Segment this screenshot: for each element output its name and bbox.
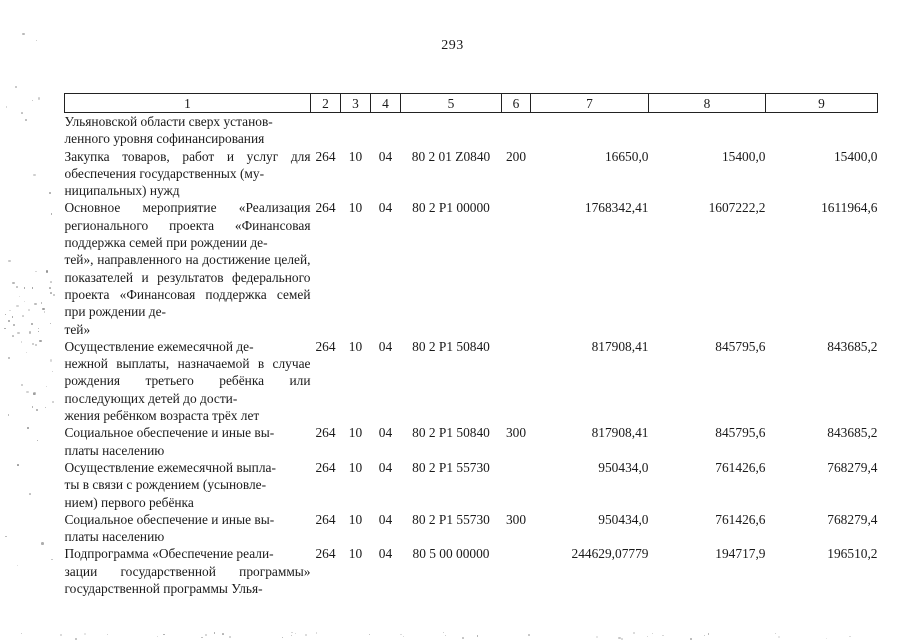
cell-amount-col9: 768279,4 [827, 459, 878, 475]
cell-amount-col7: 16650,0 [604, 148, 649, 164]
cell-amount-col8: 845795,6 [715, 425, 766, 441]
column-header-6: 6 [502, 94, 531, 113]
scan-speck [44, 311, 46, 313]
scan-speck [37, 440, 38, 441]
column-header-7: 7 [531, 94, 649, 113]
scan-speck [282, 637, 283, 638]
scan-speck [5, 314, 6, 315]
scan-speck [45, 407, 47, 409]
scan-speck [39, 340, 41, 342]
cell-target-article: 80 5 00 00000 [412, 546, 490, 562]
scan-speck [21, 633, 22, 634]
scan-speck [29, 493, 31, 495]
scan-speck [35, 344, 37, 346]
scan-speck [50, 323, 51, 324]
scan-speck [22, 33, 24, 35]
page-number: 293 [441, 38, 464, 53]
cell-amount-col7: 817908,41 [591, 425, 649, 441]
scan-speck [32, 406, 34, 408]
scan-speck [27, 427, 29, 429]
scan-speck [443, 632, 444, 633]
scan-speck [704, 635, 705, 636]
column-header-5: 5 [401, 94, 502, 113]
cell-target-article: 80 2 P1 55730 [412, 459, 490, 475]
scan-speck [775, 633, 777, 635]
cell-section: 10 [348, 511, 363, 527]
cell-amount-col9: 843685,2 [827, 338, 878, 354]
column-header-4: 4 [371, 94, 401, 113]
scan-speck [22, 315, 24, 317]
scan-speck [24, 287, 26, 289]
cell-amount-col8: 761426,6 [715, 511, 766, 527]
cell-amount-col9: 1611964,6 [821, 200, 878, 216]
scan-speck [291, 635, 292, 636]
scan-speck [16, 286, 18, 288]
row-description: Социальное обеспечение и иные вы- платы населению [64, 511, 275, 545]
cell-section: 10 [348, 546, 363, 562]
cell-section: 10 [348, 200, 363, 216]
scan-speck [8, 414, 9, 415]
row-description: Осуществление ежемесячной де- нежной выплаты, назначаемой в случае рождения третьего ребёнка или последующих детей до дости- жения ребёнком возраста трёх лет [64, 338, 311, 424]
scan-speck [26, 391, 28, 393]
cell-amount-col8: 761426,6 [715, 459, 766, 475]
column-header-8: 8 [649, 94, 766, 113]
cell-ministry: 264 [315, 148, 336, 164]
scan-speck [291, 632, 292, 633]
cell-ministry: 264 [315, 459, 336, 475]
scan-speck [35, 271, 37, 273]
table-header [65, 94, 878, 113]
cell-ministry: 264 [315, 338, 336, 354]
cell-section: 10 [348, 338, 363, 354]
cell-section: 10 [348, 148, 363, 164]
scan-speck [41, 542, 44, 545]
cell-subsection: 04 [378, 511, 393, 527]
cell-expense-type: 200 [505, 148, 527, 164]
cell-target-article: 80 2 P1 55730 [412, 511, 490, 527]
scan-speck [157, 636, 158, 637]
scan-speck [12, 335, 14, 337]
scan-speck [400, 634, 401, 635]
scan-bottom-noise [0, 632, 905, 640]
scan-speck [528, 634, 530, 636]
cell-expense-type [502, 199, 531, 337]
scan-speck [41, 302, 42, 303]
cell-section: 10 [348, 425, 363, 441]
scan-speck [21, 112, 23, 114]
cell-target-article: 80 2 P1 00000 [412, 200, 490, 216]
scan-speck [17, 332, 19, 334]
scan-speck [107, 634, 109, 636]
scan-speck [708, 633, 710, 635]
cell-amount-col7 [531, 113, 649, 148]
cell-ministry: 264 [315, 200, 336, 216]
scan-speck [477, 635, 479, 637]
cell-subsection: 04 [378, 425, 393, 441]
cell-expense-type: 300 [505, 511, 527, 527]
scan-speck [31, 323, 33, 325]
scan-speck [33, 392, 36, 395]
scan-speck [205, 634, 207, 636]
scan-speck [13, 324, 15, 326]
column-header-3: 3 [341, 94, 371, 113]
scan-speck [51, 559, 52, 560]
cell-expense-type [502, 113, 531, 148]
scan-speck [662, 635, 664, 637]
scan-speck [316, 632, 317, 633]
cell-section [341, 113, 371, 148]
scan-speck [36, 409, 38, 411]
row-description: Осуществление ежемесячной выпла- ты в связи с рождением (усыновле- нием) первого ребёнка [64, 459, 276, 510]
scan-speck [34, 303, 36, 305]
table-row [65, 511, 878, 546]
cell-amount-col9: 768279,4 [827, 511, 878, 527]
scan-speck [33, 174, 35, 176]
row-description: Подпрограмма «Обеспечение реали- зации государственной программы» государственной программы Улья- [64, 546, 311, 597]
scan-speck [163, 634, 164, 635]
scan-speck [633, 632, 635, 634]
cell-amount-col7: 1768342,41 [584, 200, 649, 216]
table-row [65, 545, 878, 597]
scan-speck [46, 386, 47, 387]
cell-amount-col7: 244629,07779 [571, 546, 649, 562]
cell-target-article: 80 2 01 Z0840 [411, 148, 491, 164]
cell-ministry: 264 [315, 511, 336, 527]
scan-speck [49, 287, 51, 289]
scan-speck [52, 401, 53, 402]
cell-amount-col8: 1607222,2 [708, 200, 766, 216]
scan-speck [51, 213, 53, 215]
column-header-9: 9 [766, 94, 878, 113]
scan-speck [621, 638, 623, 640]
scan-speck [32, 343, 33, 344]
scan-speck [295, 633, 296, 634]
cell-subsection: 04 [378, 546, 393, 562]
cell-subsection [371, 113, 401, 148]
cell-target-article: 80 2 P1 50840 [412, 425, 490, 441]
scan-speck [21, 341, 22, 342]
cell-amount-col8 [649, 113, 766, 148]
cell-subsection: 04 [378, 459, 393, 475]
scan-speck [305, 634, 307, 636]
scan-speck [24, 301, 25, 302]
scan-speck [4, 328, 5, 329]
table-row [65, 113, 878, 148]
cell-subsection: 04 [378, 200, 393, 216]
scan-speck [46, 270, 48, 272]
scan-speck [214, 632, 216, 634]
scan-speck [32, 100, 33, 101]
cell-expense-type [502, 459, 531, 511]
scan-speck [8, 357, 9, 358]
scan-speck [50, 292, 52, 294]
cell-amount-col9: 196510,2 [827, 546, 878, 562]
cell-amount-col7: 950434,0 [598, 511, 649, 527]
scan-speck [12, 282, 14, 284]
scan-speck [29, 331, 32, 334]
scan-speck [201, 637, 203, 639]
table-row [65, 459, 878, 511]
table-row [65, 424, 878, 459]
scan-speck [50, 359, 52, 361]
cell-ministry [311, 113, 341, 148]
scan-speck [28, 309, 30, 311]
cell-amount-col9 [766, 113, 878, 148]
row-description: Ульяновской области сверх установ- ленного уровня софинансирования [64, 114, 273, 147]
cell-amount-col7: 950434,0 [598, 459, 649, 475]
scan-speck [12, 316, 13, 317]
scan-speck [53, 294, 55, 296]
scan-speck [445, 635, 446, 636]
scan-speck [229, 636, 231, 638]
scan-speck [60, 634, 62, 636]
scan-speck [8, 320, 10, 322]
cell-target-article [401, 113, 502, 148]
scan-speck [42, 308, 44, 310]
cell-amount-col7: 817908,41 [591, 338, 649, 354]
scan-speck [596, 636, 598, 638]
cell-target-article: 80 2 P1 50840 [412, 338, 490, 354]
scan-speck [826, 638, 827, 639]
scan-speck [690, 638, 692, 640]
cell-subsection: 04 [378, 148, 393, 164]
header-row [65, 94, 878, 113]
scan-speck [6, 106, 7, 107]
cell-ministry: 264 [315, 425, 336, 441]
scan-speck [647, 636, 648, 637]
cell-subsection: 04 [378, 338, 393, 354]
scan-speck [5, 536, 6, 537]
cell-amount-col8: 845795,6 [715, 338, 766, 354]
scan-speck [38, 97, 41, 100]
scan-margin-noise [0, 0, 60, 640]
scan-speck [38, 328, 39, 329]
scan-speck [21, 384, 23, 386]
column-header-1: 1 [65, 94, 311, 113]
scan-speck [778, 636, 780, 638]
scan-speck [49, 192, 50, 193]
scan-speck [52, 371, 53, 372]
scan-speck [17, 565, 18, 566]
scan-speck [369, 634, 370, 635]
scan-speck [16, 305, 18, 307]
row-description: Закупка товаров, работ и услуг для обеспечения государственных (му- ниципальных) нужд [64, 148, 311, 199]
scan-speck [17, 464, 19, 466]
row-description: Основное мероприятие «Реализация регионального проекта «Финансовая поддержка семей при рождении де- тей», направленного на достижение целей, показателей и результатов федерального проекта «Финансовая поддержка семей при рождении де- тей» [64, 200, 311, 337]
cell-ministry: 264 [315, 546, 336, 562]
cell-amount-col8: 194717,9 [715, 546, 766, 562]
row-description: Социальное обеспечение и иные вы- платы населению [64, 425, 275, 458]
cell-expense-type [502, 338, 531, 424]
budget-table [64, 93, 878, 597]
cell-amount-col9: 843685,2 [827, 425, 878, 441]
table-row [65, 148, 878, 200]
scan-speck [50, 281, 52, 283]
scan-speck [652, 633, 653, 634]
scan-speck [84, 633, 86, 635]
cell-amount-col9: 15400,0 [833, 148, 878, 164]
scan-speck [19, 296, 20, 297]
column-header-2: 2 [311, 94, 341, 113]
scan-speck [32, 287, 33, 288]
scan-speck [849, 636, 850, 637]
scan-speck [222, 633, 224, 635]
scan-speck [26, 352, 27, 353]
scan-speck [9, 310, 11, 312]
scan-speck [462, 637, 464, 639]
scan-speck [38, 331, 39, 332]
scan-speck [15, 86, 17, 88]
table-row [65, 199, 878, 337]
cell-expense-type [502, 545, 531, 597]
table-body [65, 113, 878, 598]
scan-speck [8, 260, 11, 263]
scan-speck [403, 636, 404, 637]
scan-speck [25, 119, 27, 121]
cell-section: 10 [348, 459, 363, 475]
cell-expense-type: 300 [505, 425, 527, 441]
table-row [65, 338, 878, 424]
cell-amount-col8: 15400,0 [721, 148, 766, 164]
